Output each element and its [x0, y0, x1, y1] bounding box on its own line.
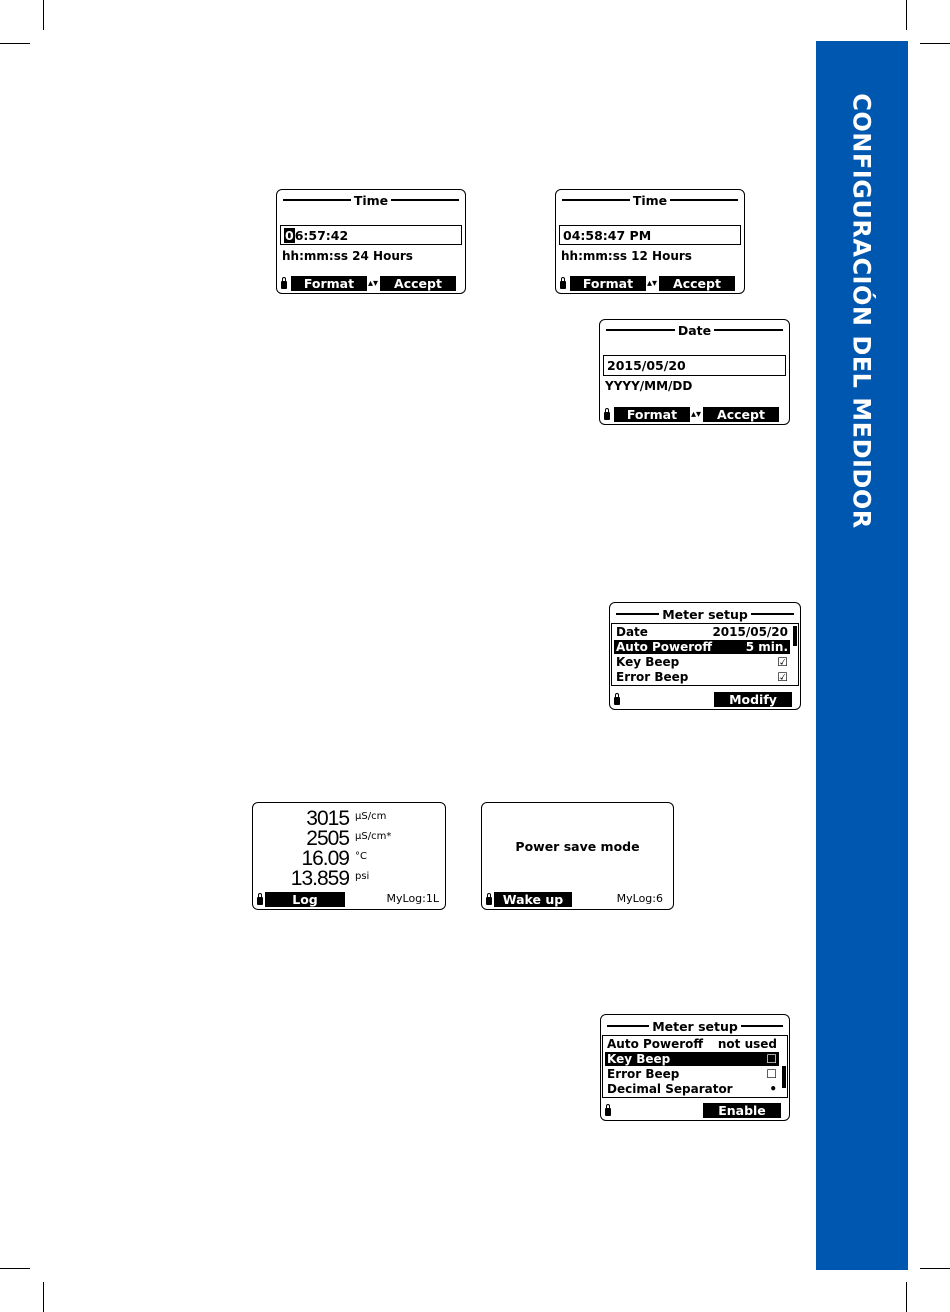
- scrollbar-thumb[interactable]: [793, 626, 797, 646]
- reading-unit: µS/cm*: [355, 831, 392, 842]
- lcd-title-text: Meter setup: [652, 1018, 738, 1034]
- date-value: 2015/05/20: [607, 358, 686, 373]
- lcd-time-12h: [555, 189, 745, 294]
- lcd-measurement: [252, 802, 446, 910]
- lock-icon: [281, 277, 287, 289]
- checkbox-checked-icon[interactable]: ☑: [777, 670, 788, 684]
- reading-value: 2505: [306, 827, 349, 850]
- reading-unit: psi: [355, 871, 370, 882]
- softkey-bar: [484, 892, 671, 907]
- softkey-bar: [255, 892, 443, 907]
- modify-softkey[interactable]: Modify: [714, 692, 792, 707]
- lock-icon: [560, 277, 566, 289]
- lcd-title: [606, 323, 783, 337]
- menu-item-label: Key Beep: [607, 1052, 671, 1066]
- scrollbar-thumb[interactable]: [782, 1066, 786, 1088]
- menu-item-label: Date: [616, 625, 648, 639]
- menu-item-value: 2015/05/20: [712, 625, 788, 639]
- enable-softkey[interactable]: Enable: [703, 1103, 781, 1118]
- menu-item-error-beep[interactable]: [614, 670, 790, 684]
- checkbox-checked-icon[interactable]: ☑: [777, 655, 788, 669]
- lcd-title-text: Date: [677, 322, 712, 338]
- section-title-text: CONFIGURACIÓN DEL MEDIDOR: [848, 93, 877, 529]
- menu-item-error-beep[interactable]: [605, 1067, 779, 1081]
- lock-icon: [257, 893, 263, 905]
- menu-item-label: Auto Poweroff: [616, 640, 713, 654]
- text-cursor: 0: [285, 227, 294, 243]
- softkey-bar: [602, 407, 787, 422]
- softkey-bar: [558, 276, 742, 291]
- menu-item-value: 5 min.: [745, 640, 788, 654]
- time-input[interactable]: [280, 225, 462, 245]
- lcd-title: [283, 193, 459, 207]
- lcd-title: [616, 607, 794, 621]
- accept-softkey[interactable]: Accept: [703, 407, 779, 422]
- log-status: MyLog:6: [616, 892, 663, 905]
- checkbox-unchecked-icon[interactable]: ☐: [766, 1067, 777, 1081]
- softkey-bar: [612, 692, 798, 707]
- log-status: MyLog:1L: [386, 892, 439, 905]
- time-value: 04:58:47 PM: [563, 227, 652, 243]
- time-input[interactable]: [559, 225, 741, 245]
- crop-mark: [43, 1282, 44, 1312]
- setup-menu: [611, 623, 799, 686]
- reading-value: 3015: [306, 807, 349, 830]
- softkey-bar: [279, 276, 463, 291]
- format-softkey[interactable]: Format: [614, 407, 690, 422]
- up-down-arrows-icon: ▴▾: [690, 409, 702, 420]
- lock-icon: [614, 693, 620, 705]
- checkbox-unchecked-icon[interactable]: ☐: [766, 1052, 777, 1066]
- power-save-message: Power save mode: [515, 839, 640, 854]
- lcd-title-text: Meter setup: [662, 606, 748, 622]
- reading-value: 13.859: [290, 867, 349, 890]
- lock-icon: [486, 893, 492, 905]
- date-input[interactable]: [603, 355, 786, 376]
- lcd-title: [607, 1019, 783, 1033]
- reading-unit: °C: [355, 851, 367, 862]
- menu-item-label: Key Beep: [616, 655, 680, 669]
- crop-mark: [0, 43, 30, 44]
- lock-icon: [605, 1104, 611, 1116]
- lcd-meter-setup-1: [609, 602, 801, 710]
- softkey-bar: [603, 1103, 787, 1118]
- reading-unit: µS/cm: [355, 811, 387, 822]
- accept-softkey[interactable]: Accept: [380, 276, 456, 291]
- lcd-title: [562, 193, 738, 207]
- menu-item-key-beep[interactable]: [614, 655, 790, 669]
- lcd-power-save: [481, 802, 674, 910]
- menu-item-auto-poweroff[interactable]: [605, 1037, 779, 1051]
- menu-item-label: Error Beep: [616, 670, 689, 684]
- menu-item-key-beep[interactable]: [605, 1052, 779, 1066]
- menu-item-decimal-separator[interactable]: [605, 1082, 779, 1096]
- crop-mark: [906, 0, 907, 30]
- lcd-title-text: Time: [632, 192, 668, 208]
- crop-mark: [906, 1282, 907, 1312]
- menu-item-auto-poweroff[interactable]: [614, 640, 790, 654]
- format-softkey[interactable]: Format: [291, 276, 367, 291]
- menu-item-label: Error Beep: [607, 1067, 680, 1081]
- section-title: [816, 41, 908, 581]
- lcd-meter-setup-2: [600, 1014, 790, 1121]
- lcd-time-24h: [276, 189, 466, 294]
- up-down-arrows-icon: ▴▾: [646, 278, 658, 289]
- crop-mark: [0, 1268, 30, 1269]
- format-softkey[interactable]: Format: [570, 276, 646, 291]
- accept-softkey[interactable]: Accept: [659, 276, 735, 291]
- date-format-text: YYYY/MM/DD: [605, 379, 693, 393]
- menu-item-value: not used: [717, 1037, 777, 1051]
- lcd-title-text: Time: [353, 192, 389, 208]
- menu-item-label: Auto Poweroff: [607, 1037, 704, 1051]
- crop-mark: [920, 43, 950, 44]
- log-softkey[interactable]: Log: [265, 892, 345, 907]
- time-format-text: hh:mm:ss 24 Hours: [282, 249, 413, 263]
- wake-up-softkey[interactable]: Wake up: [494, 892, 572, 907]
- time-format-text: hh:mm:ss 12 Hours: [561, 249, 692, 263]
- setup-menu: [602, 1035, 788, 1098]
- reading-value: 16.09: [301, 847, 349, 870]
- time-value: 6:57:42: [294, 227, 349, 243]
- up-down-arrows-icon: ▴▾: [367, 278, 379, 289]
- decimal-dot-icon: •: [769, 1082, 777, 1096]
- menu-item-date[interactable]: [614, 625, 790, 639]
- menu-item-label: Decimal Separator: [607, 1082, 733, 1096]
- lcd-date: [599, 319, 790, 425]
- crop-mark: [920, 1268, 950, 1269]
- crop-mark: [43, 0, 44, 30]
- lock-icon: [604, 408, 610, 420]
